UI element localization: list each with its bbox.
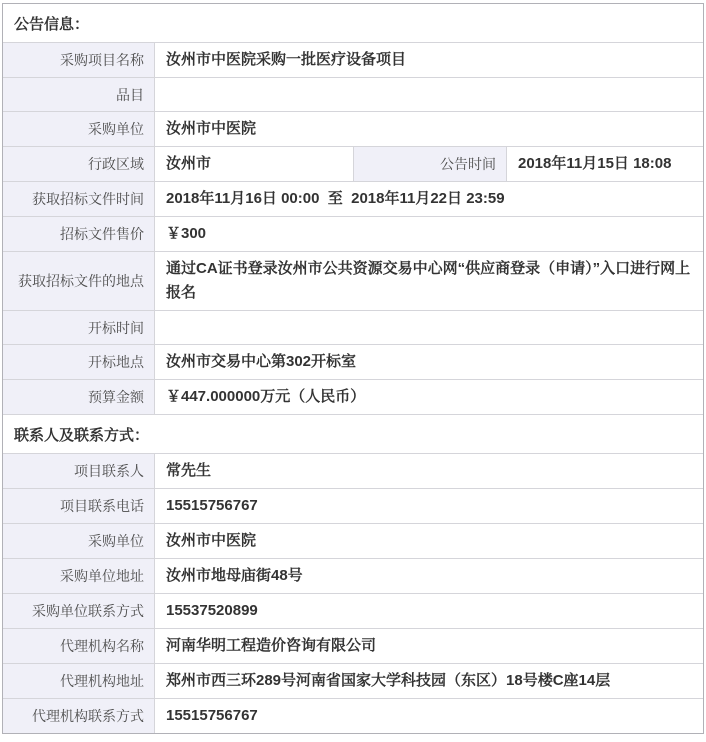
table-row (3, 43, 703, 78)
row-label: 采购单位地址 (3, 559, 155, 593)
row-value: 汝州市 (155, 147, 354, 181)
row-value: 汝州市中医院 (166, 120, 257, 137)
row-value: 通过CA证书登录汝州市公共资源交易中心网“供应商登录（申请）”入口进行网上报名 (166, 260, 691, 301)
row-label: 采购单位 (3, 524, 155, 558)
table-row (3, 380, 703, 415)
row-label: 采购单位 (3, 112, 155, 146)
row-label: 招标文件售价 (3, 217, 155, 251)
row-label: 品目 (3, 78, 155, 111)
table-row (3, 699, 703, 733)
row-label: 获取招标文件的地点 (3, 252, 155, 310)
row-value (155, 78, 703, 111)
table-row (3, 489, 703, 524)
table-row (3, 252, 703, 311)
row-value (155, 311, 703, 344)
row-value: 汝州市交易中心第302开标室 (166, 353, 357, 370)
row-value: 郑州市西三环289号河南省国家大学科技园（东区）18号楼C座14层 (166, 672, 611, 689)
row-label: 开标地点 (3, 345, 155, 379)
row-value: 汝州市中医院采购一批医疗设备项目 (166, 51, 407, 68)
row-label: 预算金额 (3, 380, 155, 414)
table-row (3, 182, 703, 217)
row-value: 15515756767 (166, 707, 258, 724)
row-label: 公告时间 (354, 147, 507, 181)
table-row (3, 629, 703, 664)
row-label: 开标时间 (3, 311, 155, 344)
row-value: 15537520899 (166, 602, 258, 619)
table-row (3, 524, 703, 559)
row-value: 河南华明工程造价咨询有限公司 (166, 637, 377, 654)
table-row (3, 559, 703, 594)
table-row (3, 664, 703, 699)
row-label: 项目联系电话 (3, 489, 155, 523)
row-value: 常先生 (166, 462, 212, 479)
row-label: 采购项目名称 (3, 43, 155, 77)
table-row (3, 594, 703, 629)
section-title-announcement-info (3, 4, 703, 43)
row-label: 项目联系人 (3, 454, 155, 488)
row-label: 采购单位联系方式 (3, 594, 155, 628)
table-row (3, 454, 703, 489)
row-label: 代理机构联系方式 (3, 699, 155, 733)
section-title-text: 公告信息： (14, 15, 90, 33)
row-value: 汝州市中医院 (166, 532, 257, 549)
row-label: 代理机构名称 (3, 629, 155, 663)
row-value: 2018年11月15日 18:08 (518, 155, 672, 172)
table-row (3, 78, 703, 112)
row-label: 获取招标文件时间 (3, 182, 155, 216)
row-label: 行政区域 (3, 147, 155, 181)
row-value: 15515756767 (166, 497, 258, 514)
section-title-text: 联系人及联系方式： (14, 426, 150, 444)
table-row-region-and-publish-time (3, 147, 703, 182)
table-row (3, 345, 703, 380)
section-title-contact-info (3, 415, 703, 454)
row-label: 代理机构地址 (3, 664, 155, 698)
row-value: 2018年11月16日 00:00 至 2018年11月22日 23:59 (166, 190, 505, 207)
table-row (3, 217, 703, 252)
row-value: ￥447.000000万元（人民币） (166, 388, 366, 405)
table-row (3, 311, 703, 345)
announcement-table (2, 3, 704, 734)
row-value: 汝州市地母庙街48号 (166, 567, 303, 584)
row-value: ￥300 (166, 225, 207, 242)
table-row (3, 112, 703, 147)
